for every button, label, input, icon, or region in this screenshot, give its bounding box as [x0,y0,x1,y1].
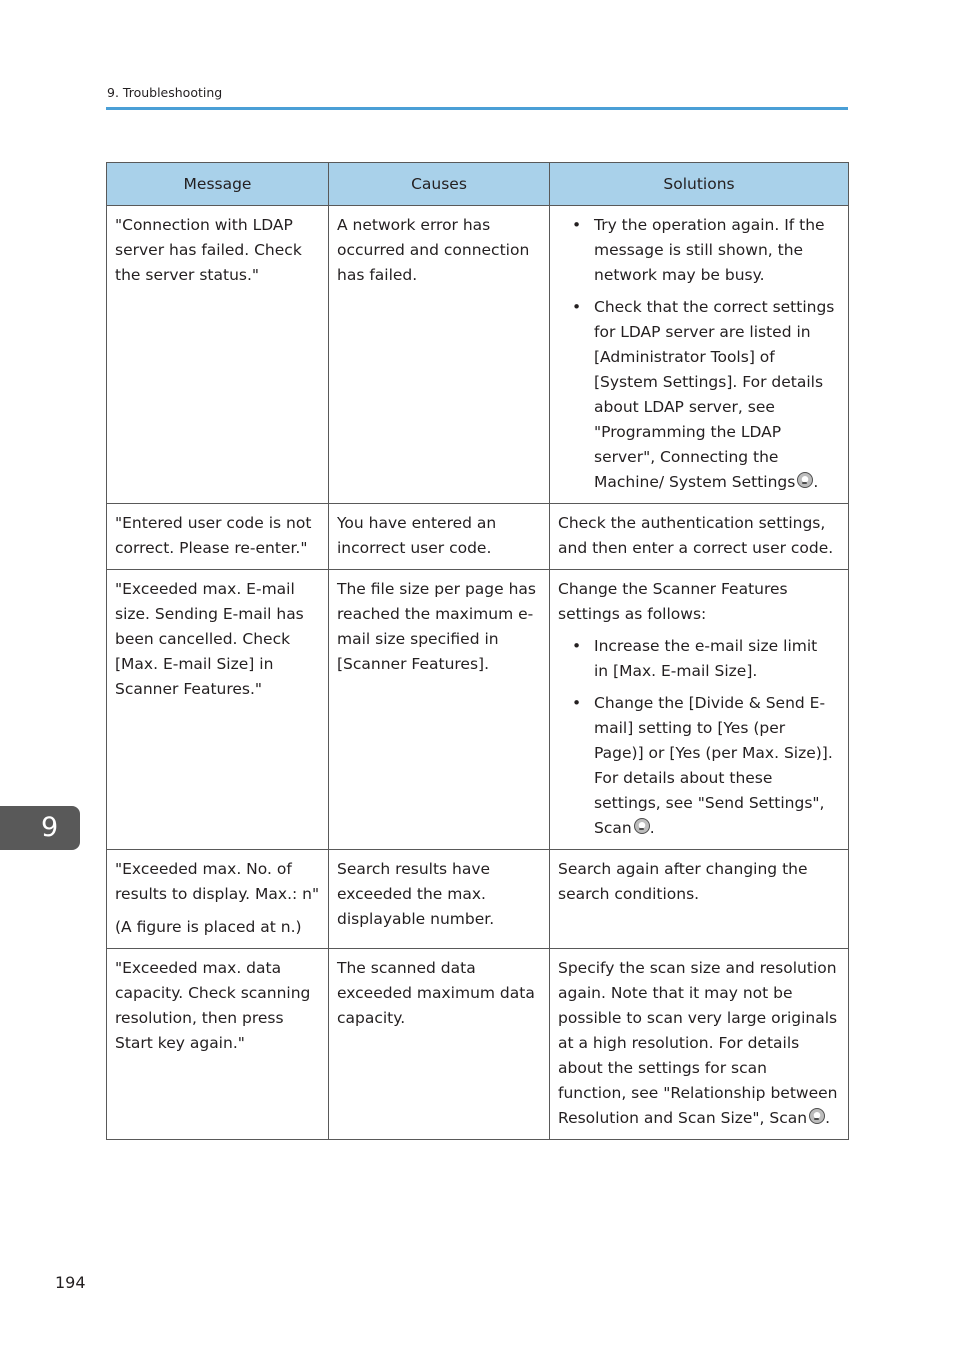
message-text: "Exceeded max. No. of results to display. Max.: n" [115,860,320,903]
message-text: "Exceeded max. data capacity. Check scanning resolution, then press Start key again." [115,959,311,1052]
message-note: (A figure is placed at n.) [115,918,302,936]
reference-manual-icon [634,818,650,834]
solution-cell [550,850,849,949]
solution-suffix: . [825,1109,831,1127]
cause-text: A network error has occurred and connection has failed. [337,216,530,284]
table-row [107,504,849,570]
solution-text-wrap [558,956,840,1131]
solution-text: Increase the e-mail size limit in [Max. E-mail Size]. [594,637,818,680]
solution-list [558,634,840,841]
message-cell [107,850,329,949]
solution-suffix: . [813,473,819,491]
error-message-table [106,162,849,1140]
solution-cell [550,206,849,504]
table-row [107,850,849,949]
solution-suffix: . [649,819,655,837]
message-cell [107,570,329,850]
chapter-tab [0,806,80,850]
solution-intro: Change the Scanner Features settings as follows: [558,580,788,623]
cause-text: Search results have exceeded the max. displayable number. [337,860,495,928]
table-row [107,206,849,504]
message-text: "Exceeded max. E-mail size. Sending E-mail has been cancelled. Check [Max. E-mail Size] in Scanner Features." [115,580,304,698]
chapter-number: 9 [41,812,59,843]
message-text: "Connection with LDAP server has failed. Check the server status." [115,216,302,284]
solution-list [558,213,840,495]
page-number: 194 [55,1273,86,1292]
solution-text: Check the authentication settings, and then enter a correct user code. [558,514,834,557]
solution-text: Try the operation again. If the message is still shown, the network may be busy. [594,216,825,284]
solution-item [558,634,840,684]
cause-cell [329,504,550,570]
cause-text: You have entered an incorrect user code. [337,514,497,557]
cause-text: The file size per page has reached the maximum e-mail size specified in [Scanner Features]. [337,580,536,673]
column-header-causes: Causes [329,163,550,206]
column-header-message: Message [107,163,329,206]
reference-manual-icon [797,472,813,488]
message-text: "Entered user code is not correct. Please re-enter." [115,514,312,557]
solution-text: Check that the correct settings for LDAP server are listed in [Administrator Tools] of [System Settings]. For details about LDAP server, see "Programming the LDAP server", Connecting the Machine/ System Settings [594,298,835,491]
solution-text: Change the [Divide & Send E-mail] setting to [Yes (per Page)] or [Yes (per Max. Size)]. For details about these settings, see "Send Settings", Scan [594,694,833,837]
solution-item [558,691,840,841]
solution-cell [550,504,849,570]
solution-cell [550,570,849,850]
cause-cell [329,206,550,504]
table-row [107,949,849,1140]
cause-text: The scanned data exceeded maximum data capacity. [337,959,535,1027]
reference-manual-icon [809,1108,825,1124]
cause-cell [329,570,550,850]
solution-cell [550,949,849,1140]
table-header-row [107,163,849,206]
message-cell [107,504,329,570]
message-cell [107,949,329,1140]
solution-item [558,295,840,495]
running-header: 9. Troubleshooting [107,85,223,100]
table-row [107,570,849,850]
header-rule [106,107,848,110]
column-header-solutions: Solutions [550,163,849,206]
message-cell [107,206,329,504]
cause-cell [329,949,550,1140]
solution-text: Search again after changing the search conditions. [558,860,808,903]
solution-item [558,213,840,288]
cause-cell [329,850,550,949]
solution-text: Specify the scan size and resolution again. Note that it may not be possible to scan very large originals at a high resolution. For details about the settings for scan function, see "Relationship between Resolution and Scan Size", Scan [558,959,838,1127]
